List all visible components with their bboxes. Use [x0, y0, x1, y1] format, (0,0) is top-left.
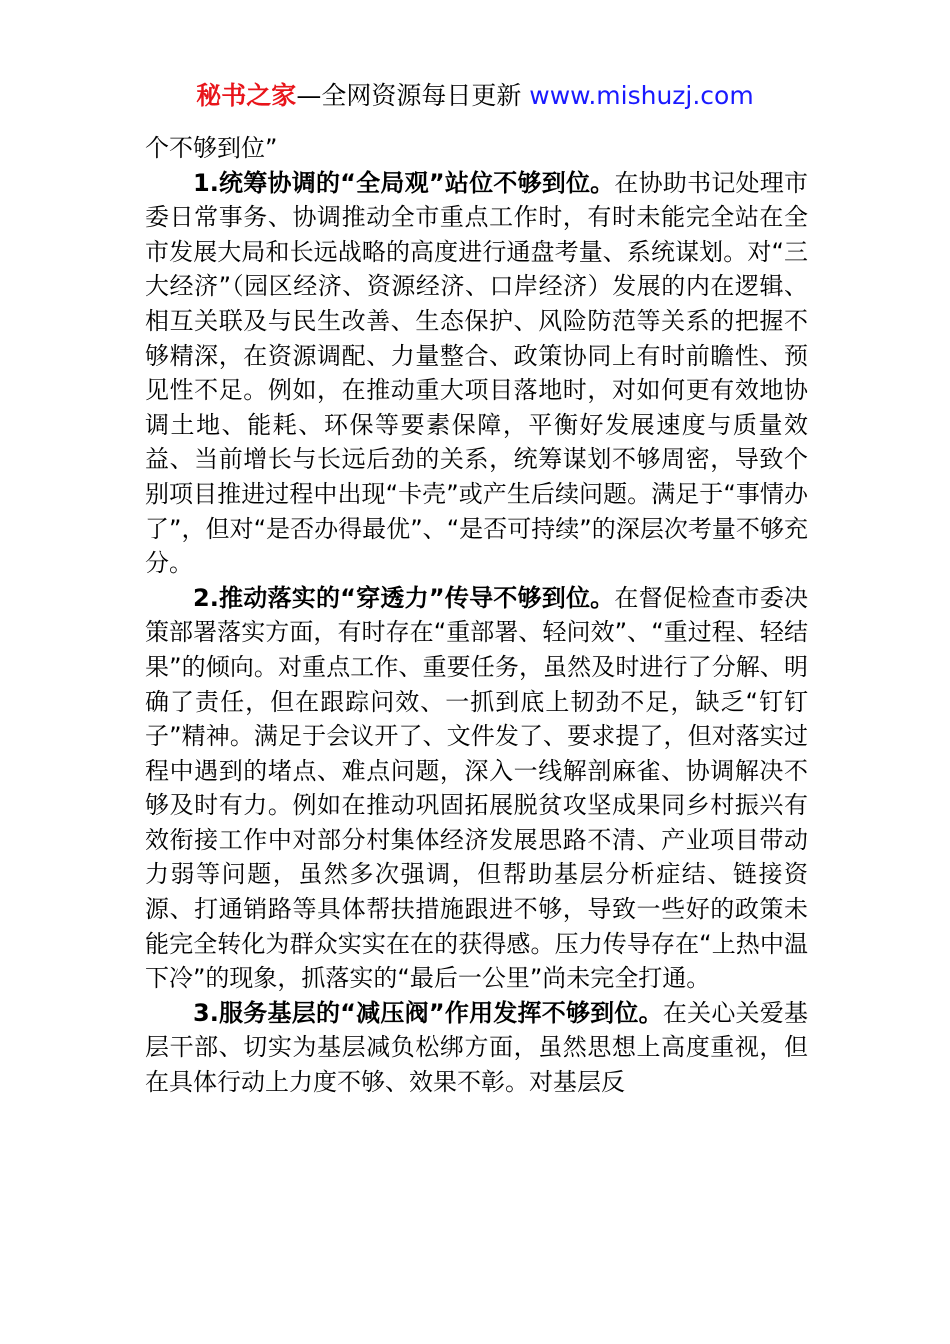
paragraph-item-1 [145, 166, 808, 581]
paragraph-lead: 3.服务基层的“减压阀”作用发挥不够到位。 [193, 998, 663, 1027]
paragraph-text: 个不够到位” [145, 134, 278, 162]
paragraph-text: 在关心关爱基层干部、切实为基层减负松绑方面，虽然思想上高度重视，但在具体行动上力度不够、效果不彰。对基层反 [145, 998, 808, 1097]
paragraph-item-2 [145, 581, 808, 996]
document-body [145, 131, 808, 1100]
paragraph-item-3 [145, 996, 808, 1100]
paragraph-lead: 1.统筹协调的“全局观”站位不够到位。 [193, 168, 615, 197]
paragraph-lead: 2.推动落实的“穿透力”传导不够到位。 [193, 583, 615, 612]
site-brand: 秘书之家 [196, 81, 297, 110]
site-tagline: —全网资源每日更新 [296, 81, 522, 110]
paragraph-continuation [145, 131, 808, 166]
site-url-link[interactable]: www.mishuzj.com [529, 81, 754, 110]
paragraph-text: 在督促检查市委决策部署落实方面，有时存在“重部署、轻问效”、“重过程、轻结果”的倾向。对重点工作、重要任务，虽然及时进行了分解、明确了责任，但在跟踪问效、一抓到底上韧劲不足，缺乏“钉钉子”精神。满足于会议开了、文件发了、要求提了，但对落实过程中遇到的堵点、难点问题，深入一线解剖麻雀、协调解决不够及时有力。例如在推动巩固拓展脱贫攻坚成果同乡村振兴有效衔接工作中对部分村集体经济发展思路不清、产业项目带动力弱等问题，虽然多次强调，但帮助基层分析症结、链接资源、打通销路等具体帮扶措施跟进不够，导致一些好的政策未能完全转化为群众实实在在的获得感。压力传导存在“上热中温下冷”的现象，抓落实的“最后一公里”尚未完全打通。 [145, 583, 808, 993]
paragraph-text: 在协助书记处理市委日常事务、协调推动全市重点工作时，有时未能完全站在全市发展大局和长远战略的高度进行通盘考量、系统谋划。对“三大经济”（园区经济、资源经济、口岸经济）发展的内在逻辑、相互关联及与民生改善、生态保护、风险防范等关系的把握不够精深，在资源调配、力量整合、政策协同上有时前瞻性、预见性不足。例如，在推动重大项目落地时，对如何更有效地协调土地、能耗、环保等要素保障，平衡好发展速度与质量效益、当前增长与长远后劲的关系，统筹谋划不够周密，导致个别项目推进过程中出现“卡壳”或产生后续问题。满足于“事情办了”，但对“是否办得最优”、“是否可持续”的深层次考量不够充分。 [145, 168, 808, 578]
page-header [0, 78, 950, 114]
